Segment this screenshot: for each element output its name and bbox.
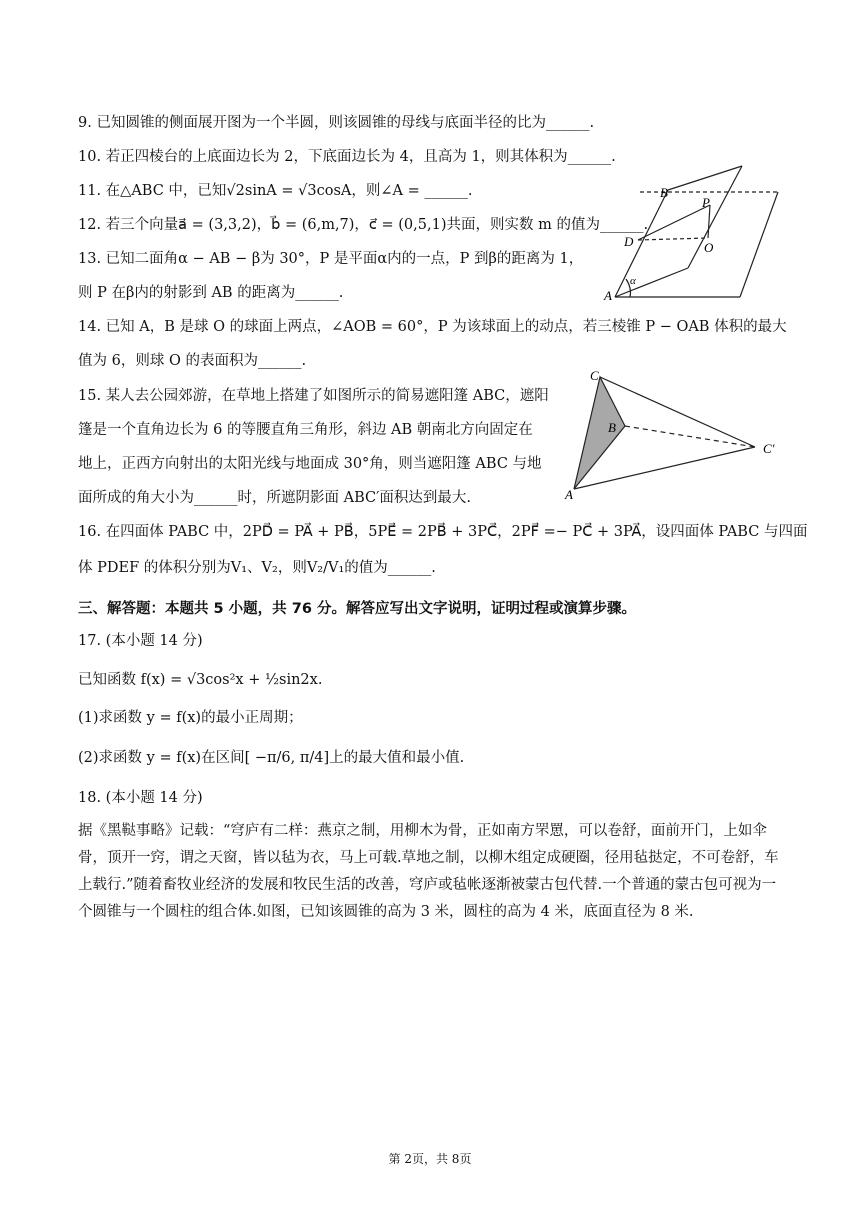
label-Cprime: C′ — [763, 441, 775, 456]
question-16-line2: 体 PDEF 的体积分别为V₁、V₂，则V₂/V₁的值为______. — [78, 560, 436, 576]
page-footer: 第 2页，共 8页 — [388, 1152, 472, 1166]
label-A2: A — [565, 487, 573, 502]
question-9: 9. 已知圆锥的侧面展开图为一个半圆，则该圆锥的母线与底面半径的比为______. — [78, 115, 595, 131]
question-17-heading: 17. (本小题 14 分) — [78, 633, 203, 649]
question-11: 11. 在△ABC 中，已知√2sinA = √3cosA，则∠A = ______. — [78, 183, 473, 199]
question-16-line1: 16. 在四面体 PABC 中，2PD⃗ = PA⃗ + PB⃗，5PE⃗ = 2PB⃗ + 3PC⃗，2PF⃗ =− PC⃗ + 3PA⃗，设四面体 PABC 与四面 — [78, 524, 808, 540]
edge-BCp — [625, 426, 755, 447]
question-15-line2: 篷是一个直角边长为 6 的等腰直角三角形，斜边 AB 朝南北方向固定在 — [78, 422, 533, 438]
plane-beta-right — [740, 192, 778, 297]
question-13-line1: 13. 已知二面角α − AB − β为 30°，P 是平面α内的一点，P 到β的距离为 1， — [78, 251, 584, 267]
question-15-line4: 面所成的角大小为______时，所遮阴影面 ABC′面积达到最大. — [78, 490, 471, 506]
question-14-line1: 14. 已知 A，B 是球 O 的球面上两点，∠AOB = 60°，P 为该球面上的动点，若三棱锥 P − OAB 体积的最大 — [78, 319, 787, 335]
question-17-part2: (2)求函数 y = f(x)在区间[ −π/6, π/4]上的最大值和最小值. — [78, 750, 465, 766]
label-D: D — [624, 234, 634, 249]
question-10: 10. 若正四棱台的上底面边长为 2，下底面边长为 4，且高为 1，则其体积为______. — [78, 149, 616, 165]
shade-triangle — [574, 377, 625, 489]
label-A: A — [604, 288, 612, 303]
question-13-line2: 则 P 在β内的射影到 AB 的距离为______. — [78, 285, 344, 301]
edge-AB — [615, 190, 668, 297]
section-3-heading: 三、解答题：本题共 5 小题，共 76 分。解答应写出文字说明，证明过程或演算步骤。 — [78, 601, 636, 617]
question-15-line1: 15. 某人去公园郊游，在草地上搭建了如图所示的简易遮阳篷 ABC，遮阳 — [78, 388, 549, 404]
question-15-line3: 地上，正西方向射出的太阳光线与地面成 30°角，则当遮阳篷 ABC 与地 — [78, 456, 542, 472]
figure-dihedral-angle — [600, 160, 790, 305]
question-17-intro: 已知函数 f(x) = √3cos²x + ½sin2x. — [78, 672, 323, 688]
question-18-heading: 18. (本小题 14 分) — [78, 790, 203, 806]
segment-DO — [638, 238, 708, 240]
plane-alpha-bottom — [615, 268, 688, 297]
label-P: P — [702, 195, 710, 210]
edge-CCp — [600, 377, 755, 447]
label-B2: B — [608, 420, 616, 435]
question-17-part1: (1)求函数 y = f(x)的最小正周期； — [78, 710, 303, 726]
label-B: B — [660, 185, 668, 200]
question-12: 12. 若三个向量a⃗ = (3,3,2)，b⃗ = (6,m,7)，c⃗ = (0,5,1)共面，则实数 m 的值为______. — [78, 217, 649, 233]
question-14-line2: 值为 6，则球 O 的表面积为______. — [78, 353, 307, 369]
figure-sunshade — [560, 364, 800, 504]
label-C: C — [590, 368, 599, 383]
label-O: O — [704, 240, 714, 255]
question-18-body: 据《黑鞑事略》记载：“穹庐有二样：燕京之制，用柳木为骨，正如南方罘罳，可以卷舒，面前开门，上如伞骨，顶开一窍，谓之天窗，皆以毡为衣，马上可载.草地之制，以柳木组定成硬圈，径用毡挞定，不可卷舒，车上载行.”随着畜牧业经济的发展和牧民生活的改善，穹庐或毡帐逐渐被蒙古包代替.一个普通的蒙古包可视为一个圆锥与一个圆柱的组合体.如图，已知该圆锥的高为 3 米，圆柱的高为 4 米，底面直径为 8 米. — [78, 823, 779, 920]
segment-PD — [638, 205, 710, 240]
label-alpha: α — [630, 275, 636, 287]
